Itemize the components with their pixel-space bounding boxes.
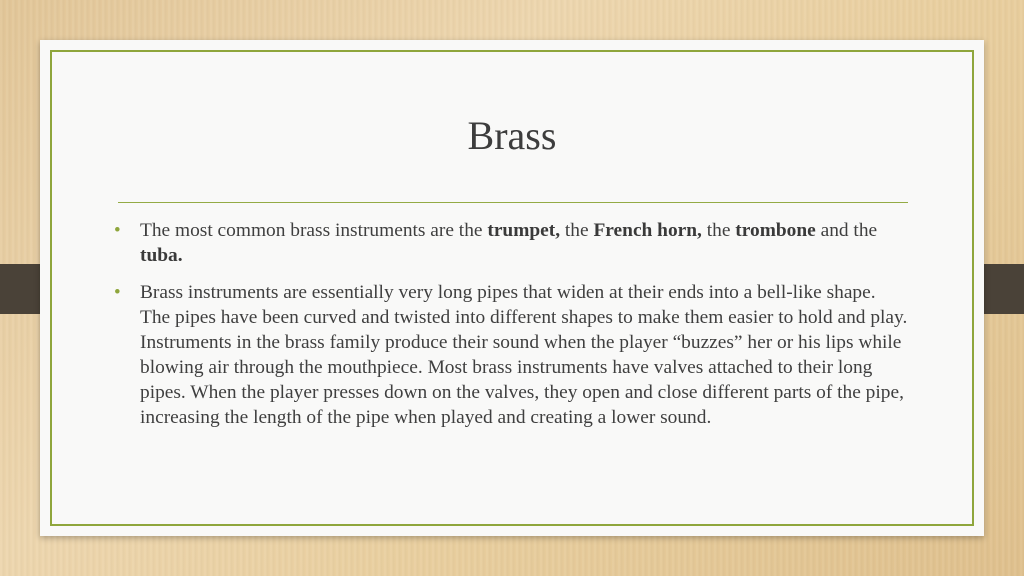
bullet-text-1: [140, 220, 877, 266]
text-segment: the: [560, 220, 594, 241]
bullet-marker: •: [114, 220, 121, 241]
bullet-marker: •: [114, 282, 121, 303]
text-segment: and the: [815, 220, 878, 241]
bold-term-french-horn: French horn,: [593, 220, 702, 241]
title-divider: [118, 202, 908, 203]
bold-term-trumpet: trumpet,: [487, 220, 561, 241]
bold-term-trombone: trombone: [735, 220, 816, 241]
bold-term-tuba: tuba.: [140, 245, 183, 266]
slide-card: [40, 40, 984, 536]
text-segment: The most common brass instruments are the: [140, 220, 488, 241]
bullet-list: [114, 218, 910, 442]
bullet-item-2: [114, 280, 910, 430]
bullet-text-2: Brass instruments are essentially very long pipes that widen at their ends into a bell-like shape. The pipes have been curved and twisted into different shapes to make them easier to hold and play. Instruments in the brass family produce their sound when the player “buzzes” her or his lips while blowing air through the mouthpiece. Most brass instruments have valves attached to their long pipes. When the player presses down on the valves, they open and close different parts of the pipe, increasing the length of the pipe when played and creating a lower sound.: [140, 282, 908, 428]
text-segment: the: [701, 220, 736, 241]
slide-title: Brass: [467, 113, 557, 158]
bullet-item-1: [114, 218, 910, 268]
